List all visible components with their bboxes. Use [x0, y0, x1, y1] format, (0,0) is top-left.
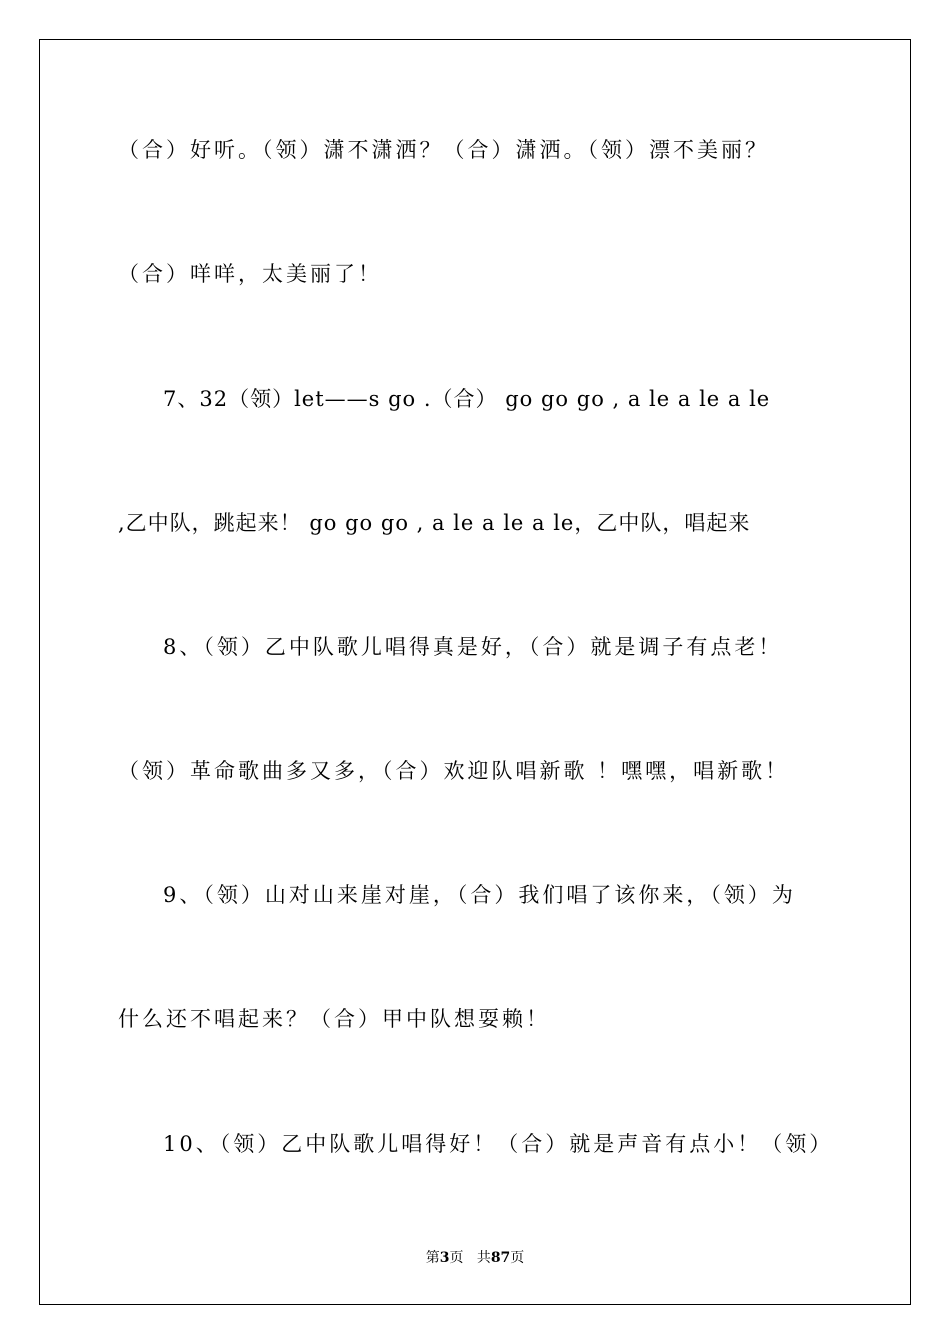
- text-line-5: 8、（领）乙中队歌儿唱得真是好，（合）就是调子有点老！: [163, 635, 783, 659]
- page-footer: [0, 1247, 950, 1267]
- page-border: [39, 39, 911, 1305]
- text-line-8: 什么还不唱起来？（合）甲中队想耍赖！: [118, 1007, 550, 1031]
- text-line-1: （合）好听。（领）潇不潇洒？（合）潇洒。（领）漂不美丽？: [118, 138, 769, 162]
- text-line-3: 7、32（领）let——s go .（合） go go go , a le a le a le: [163, 387, 771, 411]
- text-line-9: 10、（领）乙中队歌儿唱得好！（合）就是声音有点小！（领）: [163, 1132, 834, 1156]
- text-line-7: 9、（领）山对山来崖对崖，（合）我们唱了该你来，（领）为: [163, 883, 796, 907]
- total-suffix: 页: [510, 1250, 525, 1266]
- page-suffix: 页: [449, 1250, 464, 1266]
- total-pages: 87: [490, 1250, 511, 1266]
- text-line-4: ,乙中队，跳起来！ go go go , a le a le a le，乙中队，唱起来: [118, 511, 751, 535]
- page-prefix: 第: [425, 1250, 440, 1266]
- text-line-6: （领）革命歌曲多又多，（合）欢迎队唱新歌 ！嘿嘿，唱新歌！: [118, 759, 790, 783]
- total-prefix: 共: [476, 1250, 491, 1266]
- page-number: 3: [439, 1250, 450, 1266]
- text-line-2: （合）咩咩，太美丽了！: [118, 262, 382, 286]
